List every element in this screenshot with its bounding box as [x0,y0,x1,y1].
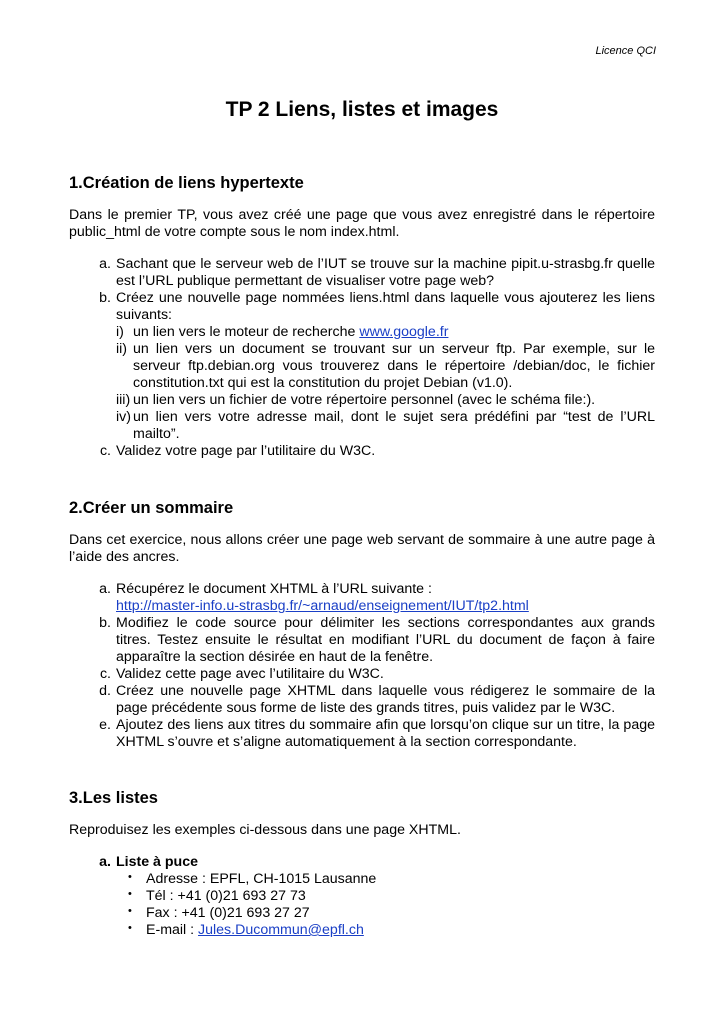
sublist-item [116,341,655,392]
list-item-text: Créez une nouvelle page XHTML dans laquelle vous rédigerez le sommaire de la page précédente sous forme de liste des grands titres, puis validez par le W3C. [116,683,655,716]
list-item-text: Validez votre page par l’utilitaire du W3C. [116,443,376,459]
page-header: Licence QCI [595,45,656,57]
bullet-text: Adresse : EPFL, CH-1015 Lausanne [146,871,377,887]
list-marker: b. [99,615,111,631]
exercise-list [69,581,655,751]
list-item [69,666,655,683]
list-item [69,443,655,460]
list-item [69,717,655,751]
bullet-text: Tél : +41 (0)21 693 27 73 [146,888,306,904]
bullet-item [116,871,655,888]
section-heading: 1.Création de liens hypertexte [69,174,304,192]
bullet-icon: • [128,905,132,917]
list-item-text: un lien vers votre adresse mail, dont le sujet sera prédéfini par “test de l’URL mailto”. [133,409,655,442]
list-marker: c. [99,666,111,682]
list-item-text: Validez cette page avec l’utilitaire du W3C. [116,666,384,682]
sublist-item [116,324,655,341]
list-marker: d. [99,683,111,699]
list-item-text: un lien vers le moteur de recherche [133,324,360,340]
page-title: TP 2 Liens, listes et images [225,98,499,121]
list-marker: b. [99,290,111,306]
list-marker: i) [116,324,124,340]
bullet-text: E-mail : [146,922,199,938]
section-intro: Dans le premier TP, vous avez créé une page que vous avez enregistré dans le répertoire public_html de votre compte sous le nom index.html. [69,207,655,240]
bullet-list [116,871,655,939]
list-item [69,615,655,666]
list-item-text: Récupérez le document XHTML à l’URL suivante : [116,581,432,597]
bullet-item [116,922,655,939]
list-item [69,581,655,615]
google-link[interactable]: www.google.fr [359,324,449,340]
list-item-text: un lien vers un fichier de votre répertoire personnel (avec le schéma file:). [133,392,596,408]
list-item [69,854,655,939]
list-marker: iv) [116,409,131,425]
list-marker: ii) [116,341,128,357]
section-listes [69,787,655,939]
list-item [69,683,655,717]
bullet-text: Fax : +41 (0)21 693 27 27 [146,905,310,921]
list-marker: a. [99,581,111,597]
list-marker: iii) [116,392,131,408]
list-item [69,290,655,443]
list-marker: c. [99,443,111,459]
sublist-title: Liste à puce [116,854,199,870]
bullet-icon: • [128,922,132,934]
list-marker: e. [99,717,111,733]
section-heading: 3.Les listes [69,789,158,807]
tp2-document-link[interactable]: http://master-info.u-strasbg.fr/~arnaud/enseignement/IUT/tp2.html [116,598,529,614]
bullet-item [116,905,655,922]
list-item-text: Modifiez le code source pour délimiter les sections correspondantes aux grands titres. Testez ensuite le résultat en modifiant l’URL du document de façon à faire apparaître la section désirée en haut de la fenêtre. [116,615,655,665]
section-sommaire [69,497,655,751]
section-intro: Dans cet exercice, nous allons créer une page web servant de sommaire à une autre page à l’aide des ancres. [69,532,655,565]
document-body [69,172,655,967]
list-item-text: un lien vers un document se trouvant sur un serveur ftp. Par exemple, sur le serveur ftp.debian.org vous trouverez dans le répertoire /debian/doc, le fichier constitution.txt qui est la constitution du projet Debian (v1.0). [133,341,655,391]
list-item-text: Créez une nouvelle page nommées liens.html dans laquelle vous ajouterez les liens suivants: [116,290,655,323]
roman-sublist [116,324,655,443]
list-item-text: Sachant que le serveur web de l’IUT se trouve sur la machine pipit.u-strasbg.fr quelle est l’URL publique permettant de visualiser votre page web? [116,256,655,289]
email-link[interactable]: Jules.Ducommun@epfl.ch [198,922,364,938]
list-item-text: Ajoutez des liens aux titres du sommaire afin que lorsqu’on clique sur un titre, la page XHTML s’ouvre et s’aligne automatiquement à la section correspondante. [116,717,655,750]
section-liens-hypertexte [69,172,655,460]
list-item [69,256,655,290]
sublist-item [116,392,655,409]
sublist-item [116,409,655,443]
list-marker: a. [99,256,111,272]
section-heading: 2.Créer un sommaire [69,499,234,517]
exercise-list [69,854,655,939]
bullet-item [116,888,655,905]
exercise-list [69,256,655,460]
section-intro: Reproduisez les exemples ci-dessous dans une page XHTML. [69,822,461,838]
list-marker: a. [99,854,111,870]
bullet-icon: • [128,871,132,883]
bullet-icon: • [128,888,132,900]
